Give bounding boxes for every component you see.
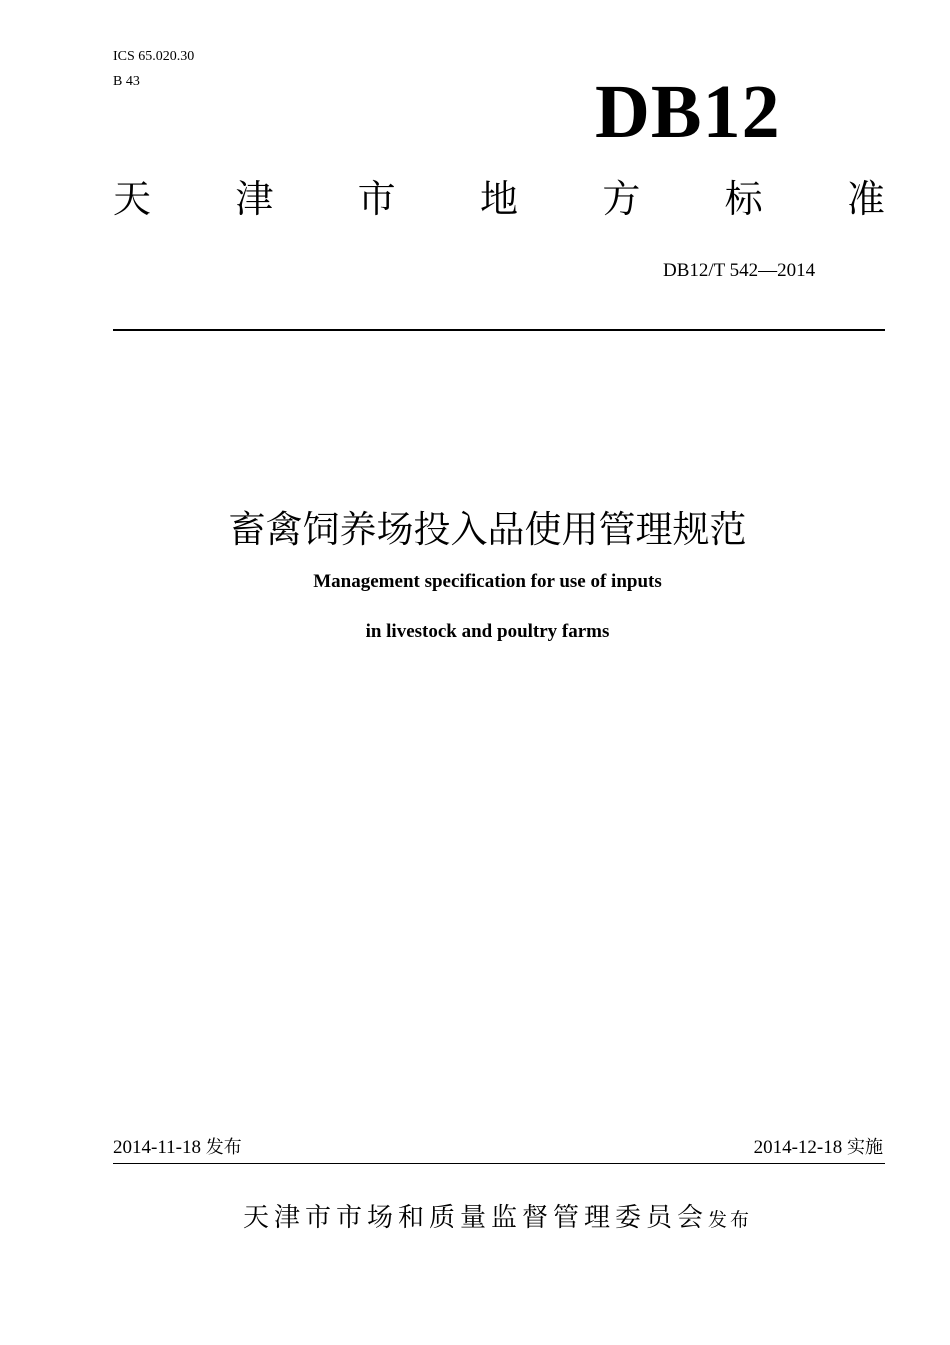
standard-type-char: 市	[357, 177, 396, 221]
bottom-divider	[113, 1163, 885, 1164]
standard-type-char: 地	[479, 177, 518, 221]
implement-date-block	[754, 1135, 883, 1161]
standard-type-char: 准	[846, 177, 885, 221]
issue-date: 2014-11-18	[113, 1137, 201, 1158]
document-title-chinese: 畜禽饲养场投入品使用管理规范	[228, 508, 747, 551]
issue-label: 发布	[205, 1137, 242, 1158]
standard-logo: DB12	[595, 70, 781, 154]
standard-type-char: 标	[724, 177, 763, 221]
document-title-english-line2: in livestock and poultry farms	[365, 621, 610, 642]
standard-number: DB12/T 542—2014	[663, 260, 816, 281]
standard-type-char: 方	[602, 177, 641, 221]
issuing-authority	[0, 1198, 950, 1241]
issuer-suffix: 发布	[708, 1209, 753, 1231]
standard-type-char: 天	[113, 177, 152, 221]
implement-label: 实施	[847, 1137, 883, 1158]
issuing-organization: 天津市市场和质量监督管理委员会	[242, 1203, 708, 1233]
standard-type-heading	[113, 176, 885, 226]
standard-type-char: 津	[235, 177, 274, 221]
document-title-english-line1: Management specification for use of inputs	[313, 571, 662, 592]
implement-date: 2014-12-18	[753, 1137, 843, 1158]
ics-code: ICS 65.020.30	[113, 49, 195, 64]
top-divider	[113, 329, 885, 331]
issue-date-block	[113, 1135, 242, 1161]
classification-code: B 43	[113, 74, 140, 89]
